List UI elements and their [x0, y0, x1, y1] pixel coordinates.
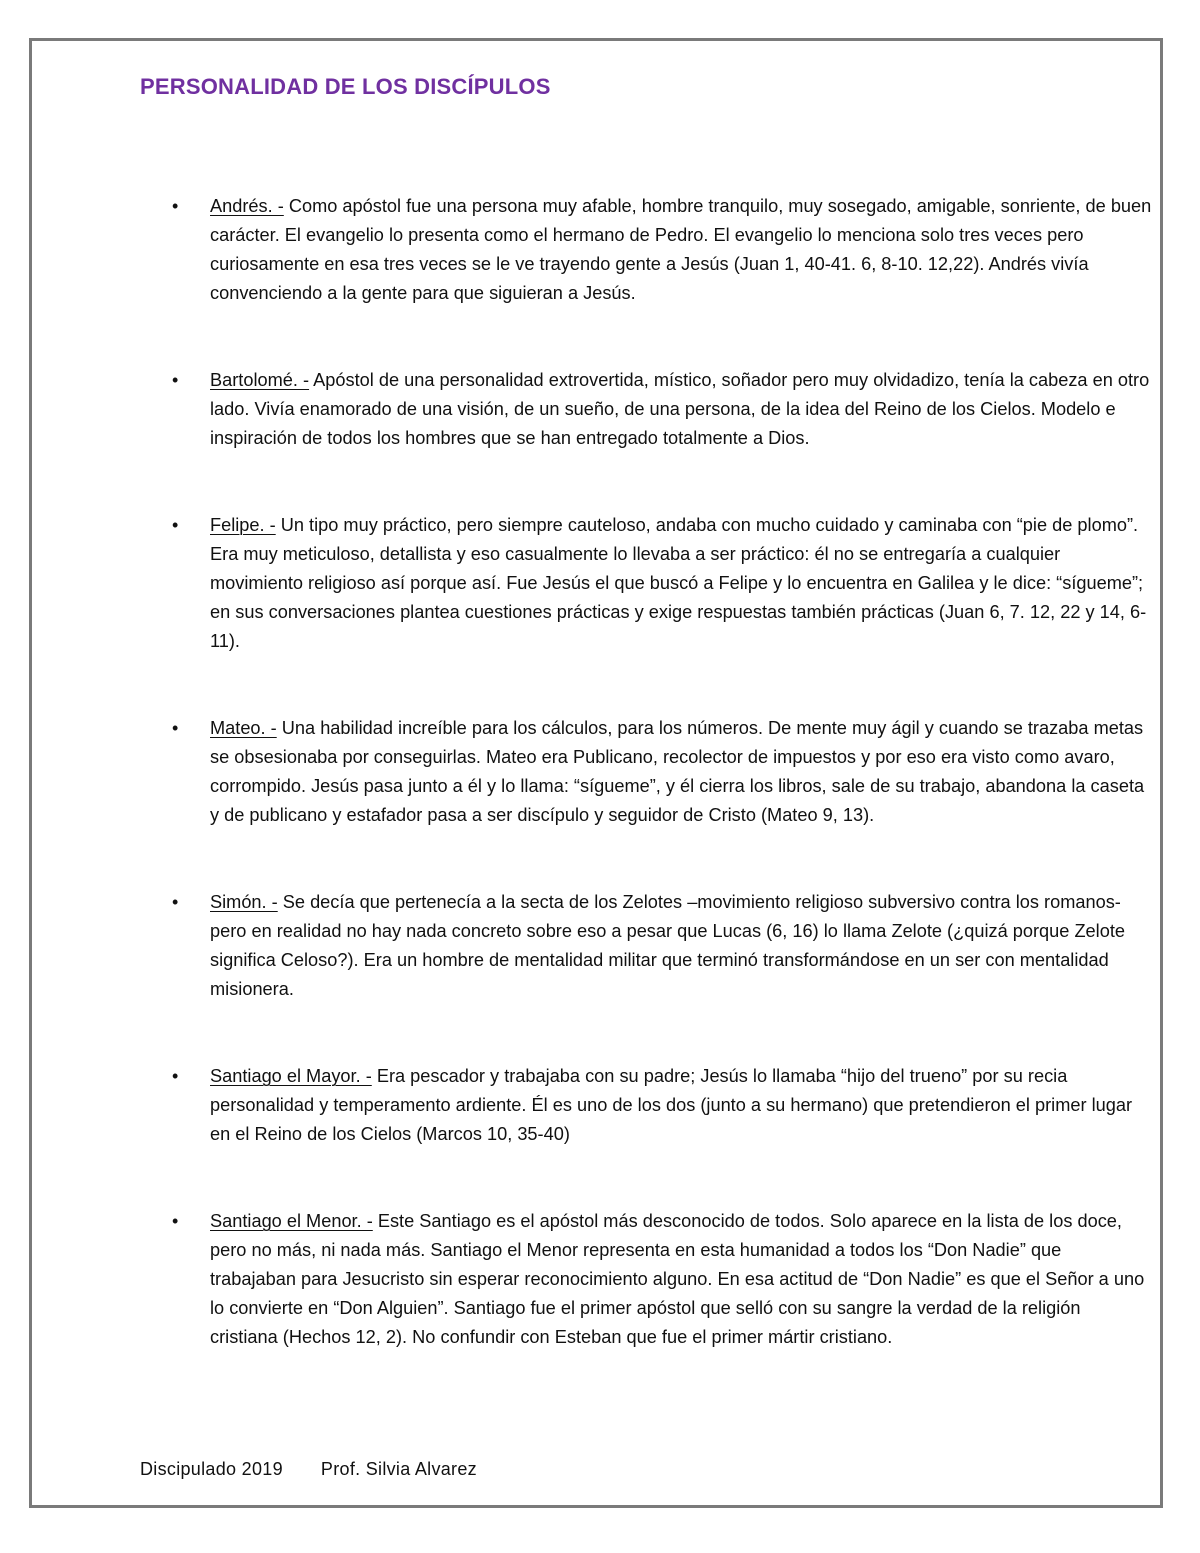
disciple-name: Santiago el Mayor. -	[210, 1066, 372, 1086]
disciple-description: Como apóstol fue una persona muy afable, hombre tranquilo, muy sosegado, amigable, sonriente, de buen carácter. El evangelio lo presenta como el hermano de Pedro. El evangelio lo menciona solo tres veces pero curiosamente en esa tres veces se le ve trayendo gente a Jesús (Juan 1, 40-41. 6, 8-10. 12,22). Andrés vivía convenciendo a la gente para que siguieran a Jesús.	[210, 196, 1152, 303]
list-item	[140, 888, 1152, 1004]
bullet-icon: •	[172, 892, 179, 912]
disciple-name: Felipe. -	[210, 515, 276, 535]
disciple-name: Bartolomé. -	[210, 370, 310, 390]
footer-professor: Prof. Silvia Alvarez	[320, 1459, 477, 1479]
bullet-icon: •	[172, 1066, 179, 1086]
list-item	[140, 1207, 1152, 1352]
list-item	[140, 714, 1152, 830]
list-item	[140, 511, 1152, 656]
bullet-icon: •	[172, 370, 179, 390]
bullet-icon: •	[172, 515, 179, 535]
disciple-description: Apóstol de una personalidad extrovertida, místico, soñador pero muy olvidadizo, tenía la cabeza en otro lado. Vivía enamorado de una visión, de un sueño, de una persona, de la idea del Reino de los Cielos. Modelo e inspiración de todos los hombres que se han entregado totalmente a Dios.	[210, 370, 1150, 448]
disciple-name: Andrés. -	[210, 196, 284, 216]
bullet-icon: •	[172, 1211, 179, 1231]
footer-course: Discipulado 2019	[140, 1459, 283, 1479]
disciples-list	[140, 192, 1152, 1410]
disciple-description: Una habilidad increíble para los cálculos, para los números. De mente muy ágil y cuando se trazaba metas se obsesionaba por conseguirlas. Mateo era Publicano, recolector de impuestos y por eso era visto como avaro, corrompido. Jesús pasa junto a él y lo llama: “sígueme”, y él cierra los libros, sale de su trabajo, abandona la caseta y de publicano y estafador pasa a ser discípulo y seguidor de Cristo (Mateo 9, 13).	[210, 718, 1145, 825]
disciple-description: Este Santiago es el apóstol más desconocido de todos. Solo aparece en la lista de los doce, pero no más, ni nada más. Santiago el Menor representa en esta humanidad a todos los “Don Nadie” que trabajaban para Jesucristo sin esperar reconocimiento alguno. En esa actitud de “Don Nadie” es que el Señor a uno lo convierte en “Don Alguien”. Santiago fue el primer apóstol que selló con su sangre la verdad de la religión cristiana (Hechos 12, 2). No confundir con Esteban que fue el primer mártir cristiano.	[210, 1211, 1145, 1347]
disciple-description: Era pescador y trabajaba con su padre; Jesús lo llamaba “hijo del trueno” por su recia personalidad y temperamento ardiente. Él es uno de los dos (junto a su hermano) que pretendieron el primer lugar en el Reino de los Cielos (Marcos 10, 35-40)	[210, 1066, 1133, 1144]
bullet-icon: •	[172, 718, 179, 738]
bullet-icon: •	[172, 196, 179, 216]
disciple-name: Simón. -	[210, 892, 278, 912]
disciple-name: Santiago el Menor. -	[210, 1211, 373, 1231]
list-item	[140, 366, 1152, 453]
disciple-name: Mateo. -	[210, 718, 277, 738]
page-footer	[140, 1459, 477, 1480]
disciple-description: Se decía que pertenecía a la secta de los Zelotes –movimiento religioso subversivo contra los romanos- pero en realidad no hay nada concreto sobre eso a pesar que Lucas (6, 16) lo llama Zelote (¿quizá porque Zelote significa Celoso?). Era un hombre de mentalidad militar que terminó transformándose en un ser con mentalidad misionera.	[210, 892, 1125, 999]
disciple-description: Un tipo muy práctico, pero siempre cauteloso, andaba con mucho cuidado y caminaba con “pie de plomo”. Era muy meticuloso, detallista y eso casualmente lo llevaba a ser práctico: él no se entregaría a cualquier movimiento religioso así porque así. Fue Jesús el que buscó a Felipe y lo encuentra en Galilea y le dice: “sígueme”; en sus conversaciones plantea cuestiones prácticas y exige respuestas también prácticas (Juan 6, 7. 12, 22 y 14, 6-11).	[210, 515, 1147, 651]
list-item	[140, 192, 1152, 308]
list-item	[140, 1062, 1152, 1149]
page-title: PERSONALIDAD DE LOS DISCÍPULOS	[140, 74, 551, 99]
